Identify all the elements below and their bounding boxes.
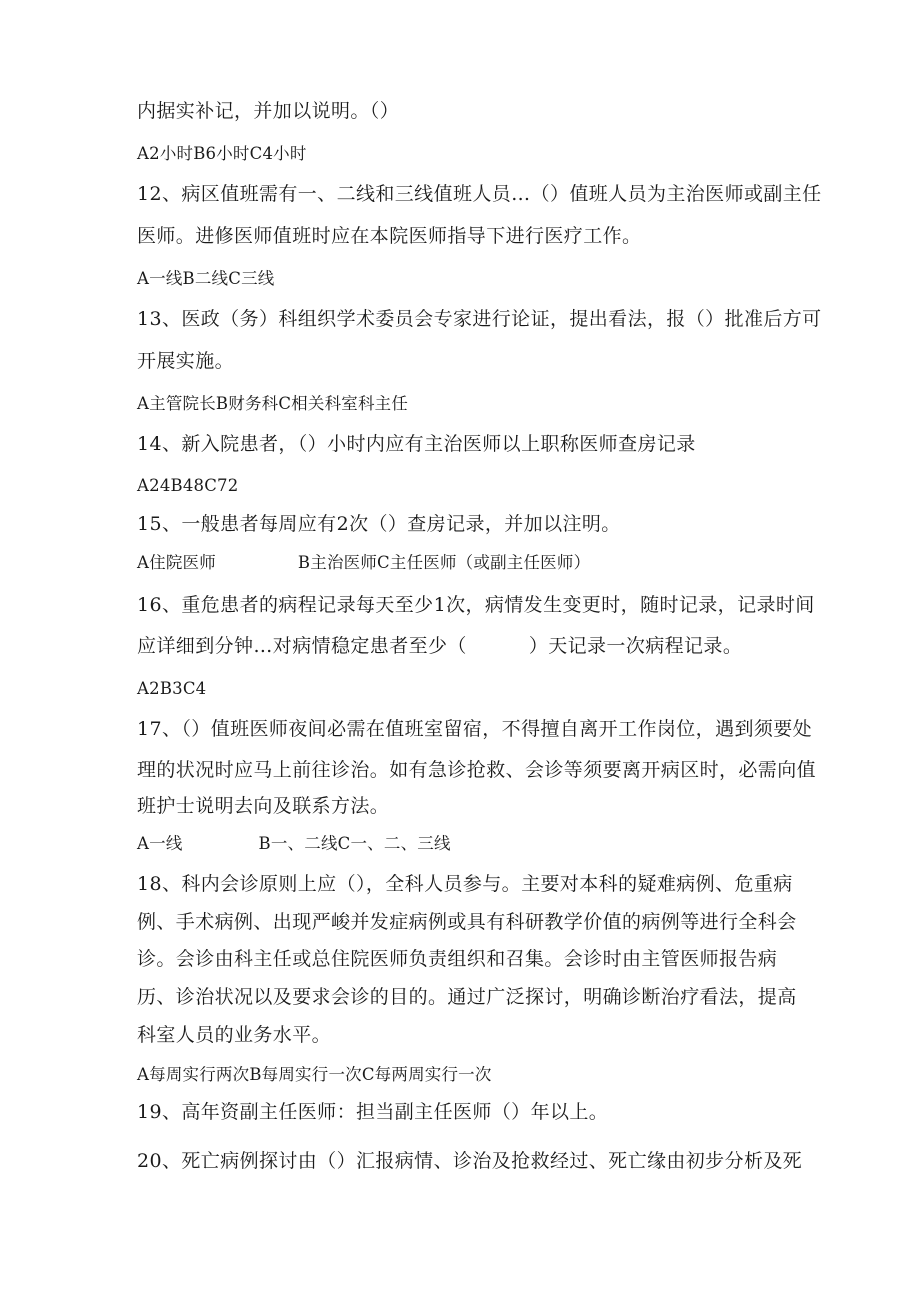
answer-options: A一线B二线C三线 bbox=[137, 269, 275, 288]
answer-options: A2小时B6小时C4小时 bbox=[137, 144, 307, 163]
question-20: 20、死亡病例探讨由（）汇报病情、诊治及抢救经过、死亡缘由初步分析及死 bbox=[137, 1150, 803, 1172]
option-bc: B一、二线C一、二、三线 bbox=[258, 834, 451, 853]
answer-options: A主管院长B财务科C相关科室科主任 bbox=[137, 394, 409, 413]
text-line: 开展实施。 bbox=[137, 350, 235, 372]
text-before-blank: 应详细到分钟…对病情稳定患者至少（ bbox=[137, 635, 467, 657]
question-17: 17、（）值班医师夜间必需在值班室留宿，不得擅自离开工作岗位，遇到须要处 bbox=[137, 718, 813, 740]
text-line: 例、手术病例、出现严峻并发症病例或具有科研教学价值的病例等进行全科会 bbox=[137, 911, 797, 933]
answer-options: A每周实行两次B每周实行一次C每两周实行一次 bbox=[137, 1065, 492, 1084]
answer-options: A24B48C72 bbox=[137, 476, 239, 495]
text-line: 班护士说明去向及联系方法。 bbox=[137, 795, 390, 817]
text-line: 医师。进修医师值班时应在本院医师指导下进行医疗工作。 bbox=[137, 225, 642, 247]
text-line bbox=[137, 637, 742, 656]
option-a: A一线 bbox=[137, 834, 183, 853]
question-13: 13、医政（务）科组织学术委员会专家进行论证，提出看法，报（）批准后方可 bbox=[137, 308, 822, 330]
option-a: A住院医师 bbox=[137, 553, 216, 572]
question-19: 19、高年资副主任医师：担当副主任医师（）年以上。 bbox=[137, 1101, 609, 1123]
text-line: 理的状况时应马上前往诊治。如有急诊抢救、会诊等须要离开病区时，必需向值 bbox=[137, 759, 817, 781]
question-14: 14、新入院患者，（）小时内应有主治医师以上职称医师查房记录 bbox=[137, 433, 696, 455]
question-18: 18、科内会诊原则上应（），全科人员参与。主要对本科的疑难病例、危重病 bbox=[137, 873, 793, 895]
answer-options bbox=[137, 555, 590, 572]
text-line: 内据实补记，并加以说明。（） bbox=[137, 100, 400, 122]
question-16: 16、重危患者的病程记录每天至少1次，病情发生变更时，随时记录，记录时间 bbox=[137, 594, 815, 616]
text-after-blank: ）天记录一次病程记录。 bbox=[528, 635, 743, 657]
text-line: 历、诊治状况以及要求会诊的目的。通过广泛探讨，明确诊断治疗看法，提高 bbox=[137, 986, 797, 1008]
text-line: 诊。会诊由科主任或总住院医师负责组织和召集。会诊时由主管医师报告病 bbox=[137, 948, 778, 970]
option-bc: B主治医师C主任医师（或副主任医师） bbox=[297, 553, 591, 572]
question-12: 12、病区值班需有一、二线和三线值班人员…（）值班人员为主治医师或副主任 bbox=[137, 183, 822, 205]
text-line: 科室人员的业务水平。 bbox=[137, 1024, 332, 1046]
answer-options bbox=[137, 836, 451, 853]
answer-options: A2B3C4 bbox=[137, 679, 207, 698]
question-15: 15、一般患者每周应有2次（）查房记录，并加以注明。 bbox=[137, 513, 621, 535]
